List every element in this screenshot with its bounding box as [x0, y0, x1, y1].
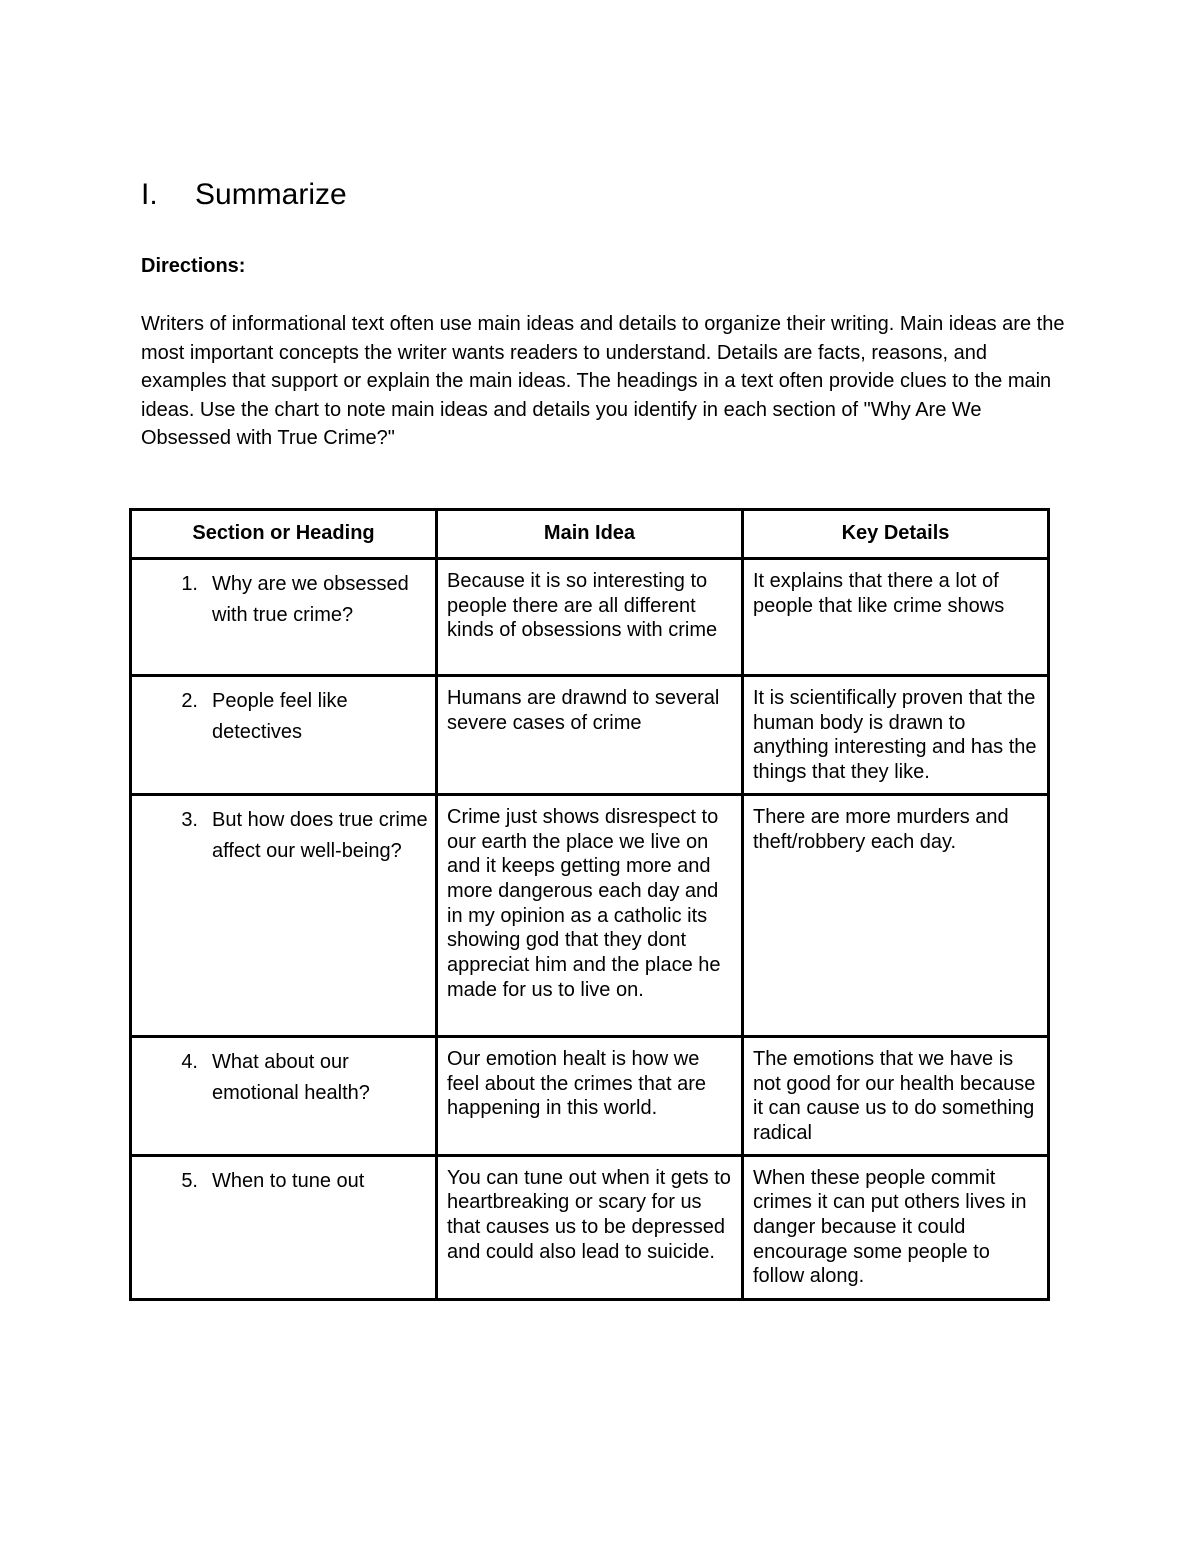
section-heading-text: People feel like detectives: [212, 690, 348, 743]
row-number: 4.: [181, 1050, 198, 1073]
section-cell: [131, 1155, 437, 1299]
section-heading-text: Why are we obsessed with true crime?: [212, 573, 409, 626]
directions-text: Writers of informational text often use main ideas and details to organize their writing. Main ideas are the most important concepts the writer wants readers to understand. Details are facts, reasons, and examples that support or explain the main ideas. The headings in a text often provide clues to the main ideas. Use the chart to note main ideas and details you identify in each section of "Why Are We Obsessed with True Crime?": [141, 313, 1065, 449]
section-heading-text: But how does true crime affect our well-being?: [212, 808, 428, 862]
key-details-cell: There are more murders and theft/robbery each day.: [743, 794, 1049, 1036]
main-idea-cell: Crime just shows disrespect to our earth the place we live on and it keeps getting more and more dangerous each day and in my opinion as a catholic its showing god that they dont appreciat him and the place he made for us to live on.: [437, 794, 743, 1036]
section-heading: [141, 176, 347, 214]
row-number: 3.: [181, 808, 198, 831]
key-details-cell: The emotions that we have is not good for our health because it can cause us to do something radical: [743, 1036, 1049, 1155]
key-details-cell: It is scientifically proven that the human body is drawn to anything interesting and has the things that they like.: [743, 676, 1049, 795]
table-row: [131, 794, 1049, 1036]
row-number: 5.: [181, 1169, 198, 1192]
header-section-or-heading: Section or Heading: [131, 510, 437, 559]
table-row: [131, 676, 1049, 795]
main-idea-cell: Humans are drawnd to several severe cases of crime: [437, 676, 743, 795]
main-idea-cell: You can tune out when it gets to heartbreaking or scary for us that causes us to be depressed and could also lead to suicide.: [437, 1155, 743, 1299]
row-number: 1.: [181, 573, 198, 595]
main-idea-cell: Our emotion healt is how we feel about the crimes that are happening in this world.: [437, 1036, 743, 1155]
section-cell: [131, 1036, 437, 1155]
header-key-details: Key Details: [743, 510, 1049, 559]
table-row: [131, 1155, 1049, 1299]
directions-label: Directions:: [141, 255, 246, 277]
section-heading-text: When to tune out: [212, 1169, 365, 1192]
key-details-cell: It explains that there a lot of people that like crime shows: [743, 559, 1049, 676]
section-cell: [131, 559, 437, 676]
section-cell: [131, 676, 437, 795]
section-title: Summarize: [195, 178, 347, 211]
row-number: 2.: [181, 690, 198, 712]
section-cell: [131, 794, 437, 1036]
section-heading-text: What about our emotional health?: [212, 1050, 370, 1104]
header-main-idea: Main Idea: [437, 510, 743, 559]
section-number: I.: [141, 178, 158, 211]
key-details-cell: When these people commit crimes it can put others lives in danger because it could encourage some people to follow along.: [743, 1155, 1049, 1299]
table-row: [131, 559, 1049, 676]
main-idea-cell: Because it is so interesting to people there are all different kinds of obsessions with crime: [437, 559, 743, 676]
table-row: [131, 1036, 1049, 1155]
main-idea-details-chart: [129, 508, 1050, 1301]
table-header-row: [131, 510, 1049, 559]
